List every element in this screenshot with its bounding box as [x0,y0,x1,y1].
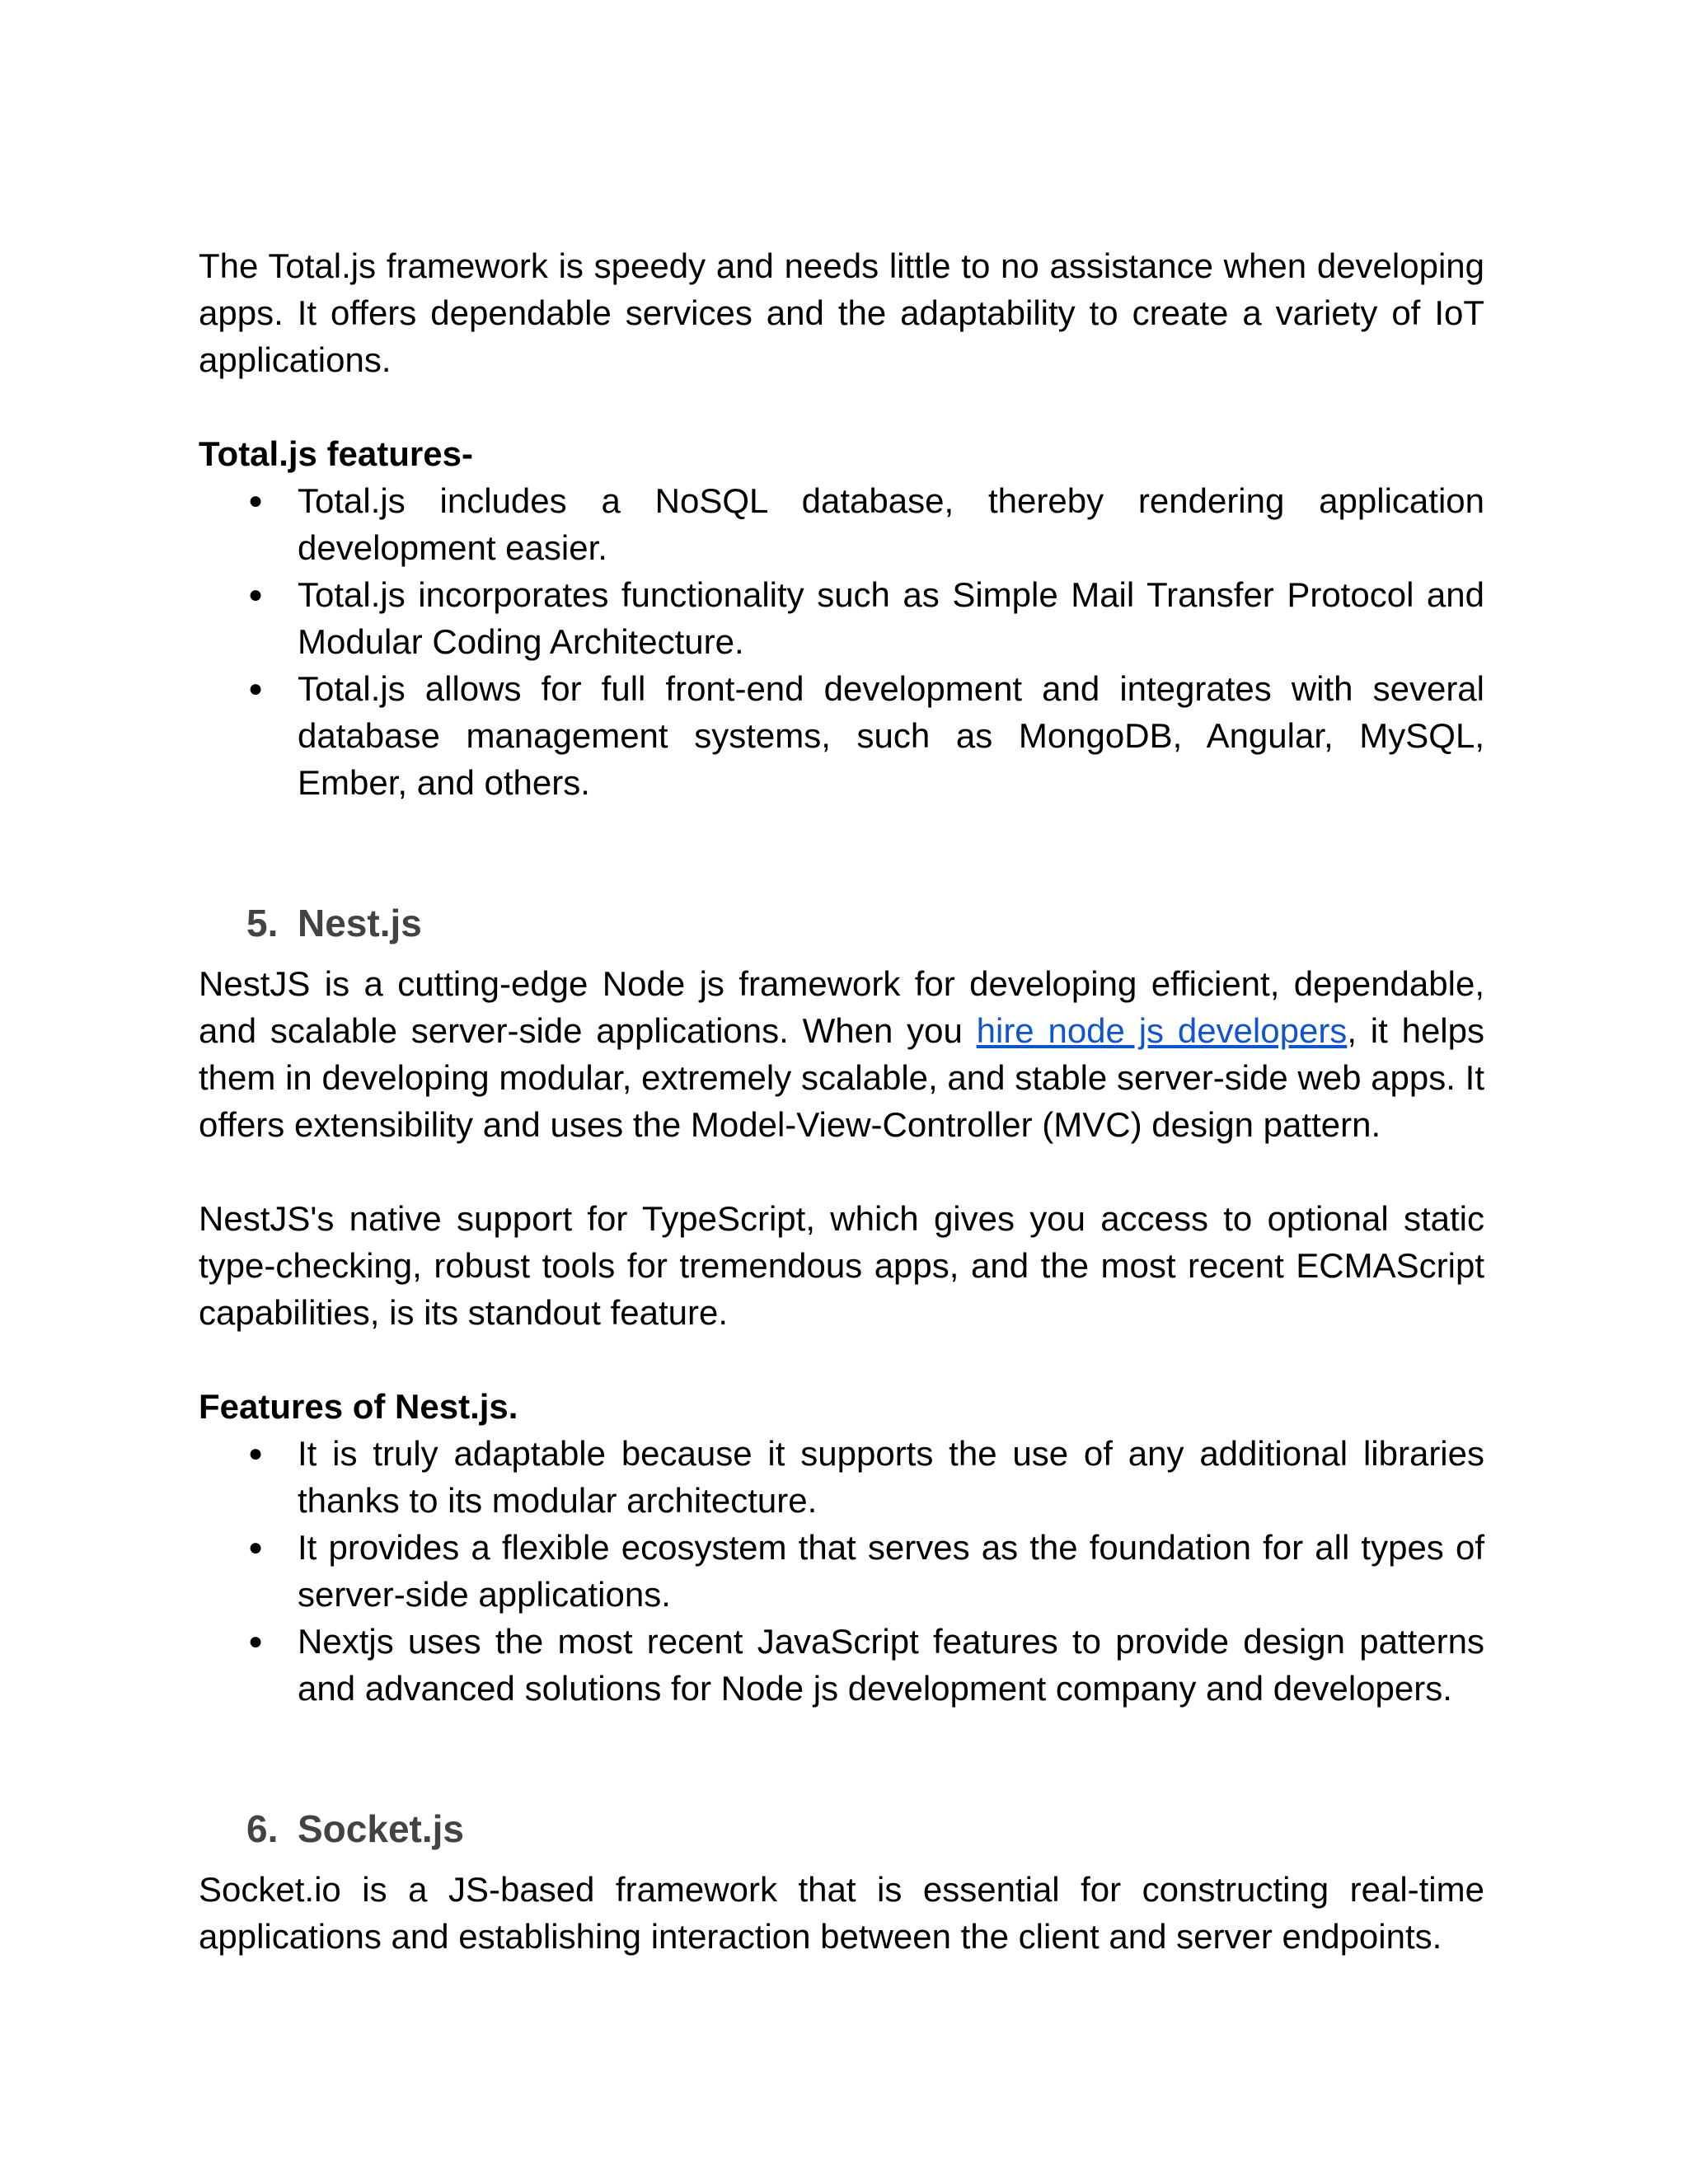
socketjs-paragraph: Socket.io is a JS-based framework that is essential for constructing real-time applications and establishing interaction between the client and server endpoints. [199,1870,1484,1956]
list-item-text: Total.js incorporates functionality such as Simple Mail Transfer Protocol and Modular Coding Architecture. [298,575,1484,661]
totaljs-features-heading: Total.js features- [199,434,473,473]
paragraph-text: , it helps them in developing modular, extremely scalable, and stable server-side web apps. It offers extensibility and uses the Model-View-Controller (MVC) design pattern. [199,1011,1484,1144]
totaljs-intro-paragraph: The Total.js framework is speedy and needs little to no assistance when developing apps. It offers dependable services and the adaptability to create a variety of IoT applications. [199,246,1484,379]
socketjs-section-heading [199,1806,1484,1853]
list-item [199,571,1484,665]
totaljs-features-list [199,477,1484,806]
bullet-icon: ● [248,1440,264,1467]
bullet-icon: ● [248,1534,264,1561]
list-item [199,1524,1484,1618]
nestjs-features-list [199,1430,1484,1712]
document-page [199,242,1484,1960]
list-item-text: Total.js allows for full front-end development and integrates with several database management systems, such as MongoDB, Angular, MySQL, Ember, and others. [298,669,1484,802]
hire-node-js-developers-link[interactable]: hire node js developers [976,1011,1348,1050]
list-item-text: It provides a flexible ecosystem that serves as the foundation for all types of server-side applications. [298,1528,1484,1614]
nestjs-paragraph-2: NestJS's native support for TypeScript, which gives you access to optional static type-checking, robust tools for tremendous apps, and the most recent ECMAScript capabilities, is its standout feature. [199,1199,1484,1332]
list-item [199,665,1484,806]
list-item [199,477,1484,571]
bullet-icon: ● [248,487,264,514]
list-item [199,1430,1484,1524]
list-item-text: Nextjs uses the most recent JavaScript features to provide design patterns and advanced solutions for Node js development company and developers. [298,1622,1484,1708]
nestjs-paragraph-1 [199,960,1484,1148]
list-item-text: It is truly adaptable because it supports the use of any additional libraries thanks to its modular architecture. [298,1434,1484,1520]
bullet-icon: ● [248,675,264,702]
nestjs-features-heading: Features of Nest.js. [199,1387,518,1426]
bullet-icon: ● [248,581,264,608]
section-title: Nest.js [298,902,422,944]
section-number: 5. [246,902,279,944]
list-item [199,1618,1484,1712]
bullet-icon: ● [248,1628,264,1655]
list-item-text: Total.js includes a NoSQL database, thereby rendering application development easier. [298,481,1484,567]
section-title: Socket.js [298,1807,464,1850]
section-number: 6. [246,1807,279,1850]
nestjs-section-heading [199,900,1484,947]
paragraph-text: NestJS is a cutting-edge Node js framework for developing efficient, dependable, and scalable server-side applications. When you [199,964,1484,1050]
